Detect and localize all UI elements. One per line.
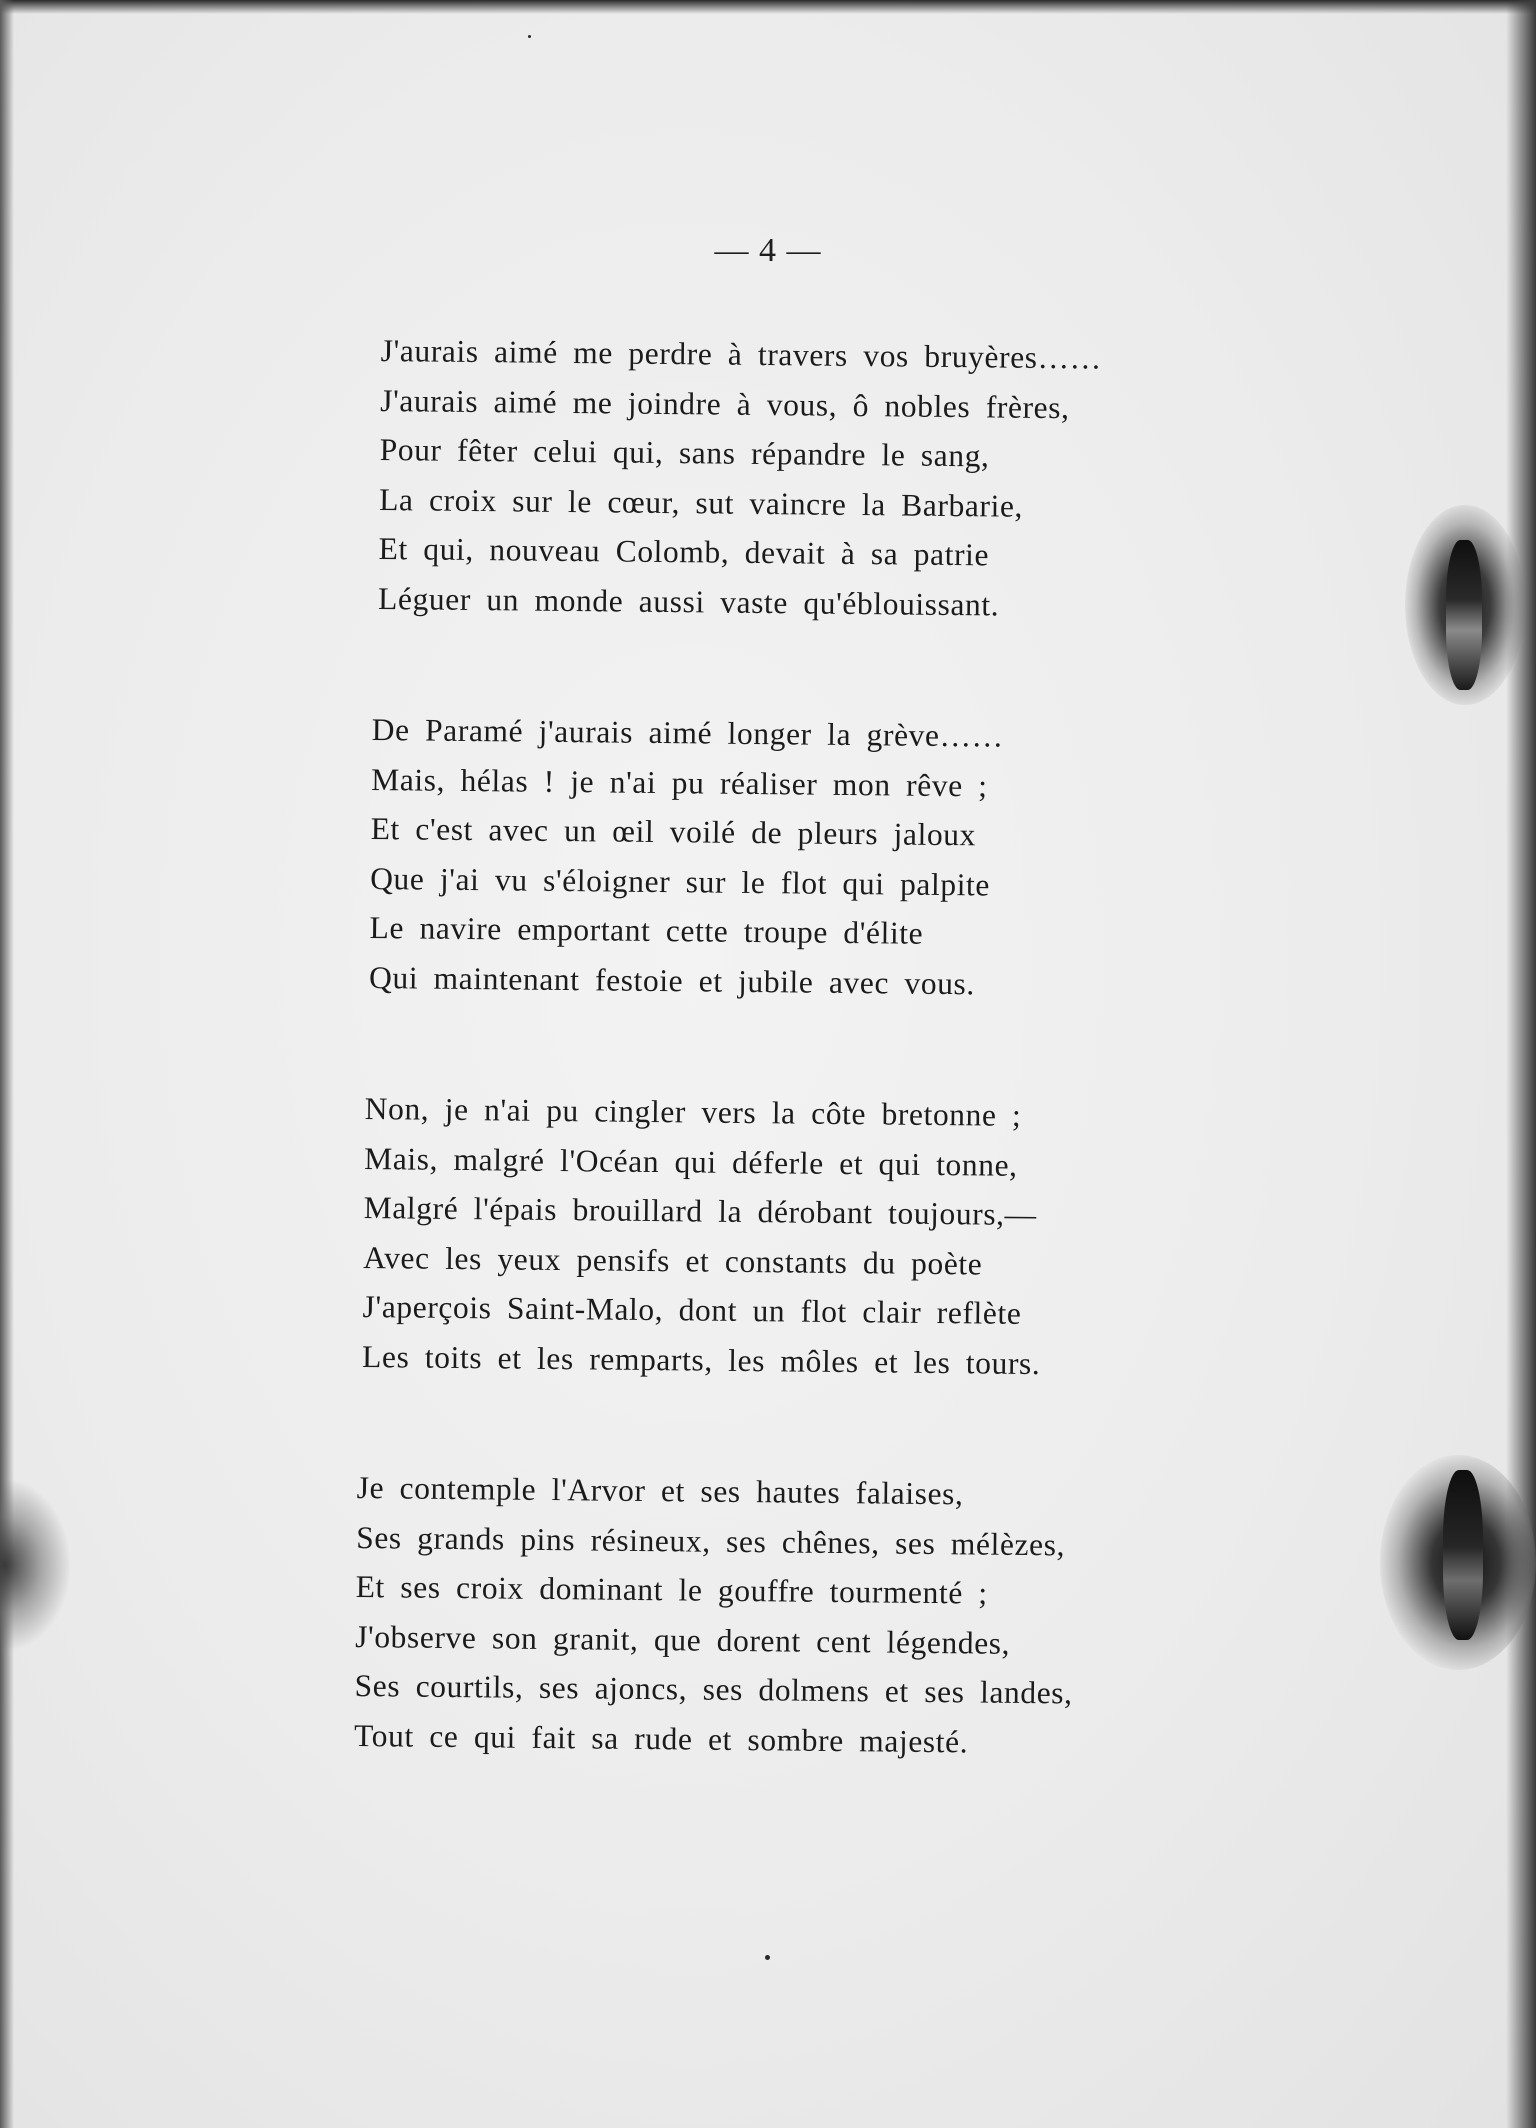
verse-line: J'observe son granit, que dorent cent légendes, [355,1618,1011,1661]
verse-line: Que j'ai vu s'éloigner sur le flot qui palpite [370,860,991,902]
page-number: — 4 — [714,232,822,269]
stanza [369,705,1246,1011]
verse-line: Ses courtils, ses ajoncs, ses dolmens et ses landes, [354,1667,1073,1711]
verse-line: Le navire emportant cette troupe d'élite [369,909,924,951]
poem-text [353,326,1246,1842]
verse-line: Les toits et les remparts, les môles et les tours. [361,1338,1041,1381]
speck [765,1955,770,1960]
verse-line: Malgré l'épais brouillard la dérobant toujours,— [363,1189,1037,1233]
verse-line: Léguer un monde aussi vaste qu'éblouissant. [377,580,1000,622]
verse-line: Mais, hélas ! je n'ai pu réaliser mon rêve ; [371,761,988,803]
ink-blot-upper-right-core [1446,540,1482,690]
ink-blot-lower-right-core [1443,1470,1483,1640]
verse-line: La croix sur le cœur, sut vaincre la Barbarie, [379,481,1024,524]
verse-line: Tout ce qui fait sa rude et sombre majesté. [353,1717,969,1759]
right-scan-edge [1506,0,1536,2128]
left-scan-shadow [0,0,14,2128]
verse-line: Mais, malgré l'Océan qui déferle et qui tonne, [364,1140,1018,1183]
stanza [354,1463,1246,1769]
verse-line: Non, je n'ai pu cingler vers la côte bretonne ; [364,1090,1022,1133]
stanza [378,326,1246,632]
verse-line: Ses grands pins résineux, ses chênes, ses mélèzes, [356,1519,1066,1562]
verse-line: J'aurais aimé me perdre à travers vos bruyères…… [380,332,1102,376]
top-scan-shadow [0,0,1536,14]
verse-line: J'aperçois Saint-Malo, dont un flot clair reflète [362,1288,1022,1331]
ink-blot-left-edge [0,1480,70,1650]
verse-line: J'aurais aimé me joindre à vous, ô nobles frères, [380,382,1070,425]
verse-line: Avec les yeux pensifs et constants du poète [363,1239,983,1281]
verse-line: De Paramé j'aurais aimé longer la grève…… [371,711,1004,754]
speck [528,35,531,38]
verse-line: Et qui, nouveau Colomb, devait à sa patrie [378,530,990,573]
verse-line: Et ses croix dominant le gouffre tourmenté ; [355,1568,988,1611]
stanza [362,1084,1246,1390]
verse-line: Pour fêter celui qui, sans répandre le sang, [379,431,990,474]
verse-line: Je contemple l'Arvor et ses hautes falaises, [356,1469,964,1512]
verse-line: Et c'est avec un œil voilé de pleurs jaloux [370,810,977,853]
verse-line: Qui maintenant festoie et jubile avec vous. [368,959,976,1001]
